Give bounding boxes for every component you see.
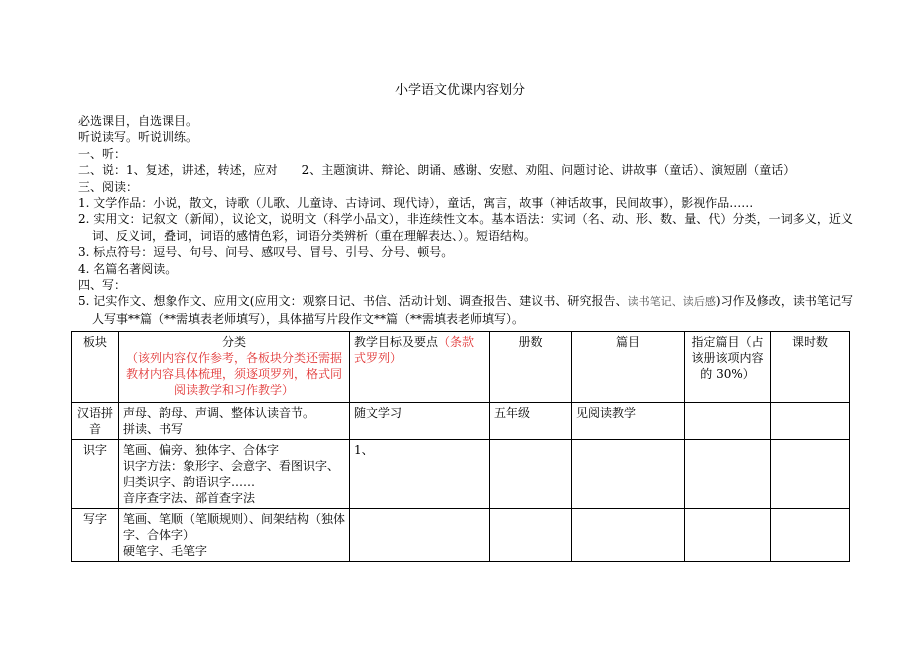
row-hours [771, 403, 850, 440]
writing-item [78, 293, 853, 327]
row-classification [119, 403, 350, 440]
header-hours: 课时数 [771, 332, 850, 403]
header-volume: 册数 [490, 332, 572, 403]
header-articles: 篇目 [572, 332, 685, 403]
table-row [72, 509, 850, 562]
writing-item-text: 5. 记实作文、想象作文、应用文(应用文：观察日记、书信、活动计划、调查报告、建议书、研究报告、 [78, 294, 628, 309]
heading-reading: 三、阅读： [78, 179, 139, 194]
header-classification-title: 分类 [221, 335, 246, 349]
row-hours [771, 509, 850, 562]
row-articles [572, 509, 685, 562]
reading-item: 2. 实用文：记叙文（新闻），议论文，说明文（科学小品文），非连续性文本。基本语法：实词（名、动、形、数、量、代）分类，一词多义，近义词、反义词，叠词，词语的感情色彩，词语分类辨析（重在理解表达、）。短语结构。 [78, 212, 853, 243]
row-articles: 见阅读教学 [572, 403, 685, 440]
heading-listening: 一、听： [78, 146, 127, 161]
header-classification [119, 332, 350, 403]
reading-item: 4. 名篇名著阅读。 [78, 261, 178, 276]
classification-line: 音序查字法、部首查字法 [123, 491, 256, 505]
reading-item: 1. 文学作品：小说，散文，诗歌（儿歌、儿童诗、古诗词、现代诗），童话，寓言，故事（神话故事，民间故事），影视作品…… [78, 196, 754, 211]
writing-item-text-end: )习作及修改，读书笔记写人写事**篇（**需填表老师填写），具体描写片段作文**篇（**需填表老师填写）。 [92, 294, 854, 326]
row-goals [350, 509, 490, 562]
classification-line: 识字方法：象形字、会意字、看图识字、归类识字、韵语识字…… [123, 459, 340, 489]
row-volume [490, 509, 572, 562]
document-title: 小学语文优课内容划分 [394, 83, 525, 98]
row-volume: 五年级 [490, 403, 572, 440]
row-hours [771, 440, 850, 509]
classification-line: 硬笔字、毛笔字 [123, 544, 208, 558]
row-category: 写字 [72, 509, 119, 562]
row-volume [490, 440, 572, 509]
row-articles [572, 440, 685, 509]
intro-line: 必选课目，自选课目。 [78, 114, 199, 128]
table-row [72, 403, 850, 440]
header-block: 板块 [72, 332, 119, 403]
classification-line: 笔画、笔顺（笔顺规则）、间架结构（独体字、合体字） [123, 512, 346, 542]
row-designated [685, 440, 771, 509]
document-body [78, 113, 853, 327]
classification-line: 拼读、书写 [123, 422, 184, 436]
header-goals-title: 教学目标及要点 [354, 335, 439, 349]
heading-writing: 四、写： [78, 278, 127, 293]
table-header-row [72, 332, 850, 403]
reading-item: 3. 标点符号：逗号、句号、问号、感叹号、冒号、引号、分号、顿号。 [78, 245, 454, 260]
header-goals [350, 332, 490, 403]
header-classification-note: （该列内容仅作参考，各板块分类还需据教材内容具体梳理，须逐项罗列，格式同阅读教学和习作教学） [125, 351, 342, 397]
header-goals-note: （条款式罗列） [354, 335, 475, 365]
row-designated [685, 403, 771, 440]
writing-item-gray-text: 读书笔记、读后感 [627, 295, 716, 309]
heading-speaking: 二、说：1、复述，讲述，转述，应对 2、主题演讲、辩论、朗诵、感谢、安慰、劝阻、问题讨论、讲故事（童话）、演短剧（童话） [78, 163, 796, 178]
row-goals: 1、 [350, 440, 490, 509]
header-designated: 指定篇目（占该册该项内容的 30%） [685, 332, 771, 403]
classification-line: 声母、韵母、声调、整体认读音节。 [123, 406, 316, 420]
row-designated [685, 509, 771, 562]
table-row [72, 440, 850, 509]
row-classification [119, 509, 350, 562]
row-goals: 随文学习 [350, 403, 490, 440]
classification-line: 笔画、偏旁、独体字、合体字 [123, 443, 280, 457]
row-classification [119, 440, 350, 509]
content-table [71, 331, 850, 562]
row-category: 汉语拼音 [72, 403, 119, 440]
row-category: 识字 [72, 440, 119, 509]
intro-line: 听说读写。听说训练。 [78, 130, 199, 145]
